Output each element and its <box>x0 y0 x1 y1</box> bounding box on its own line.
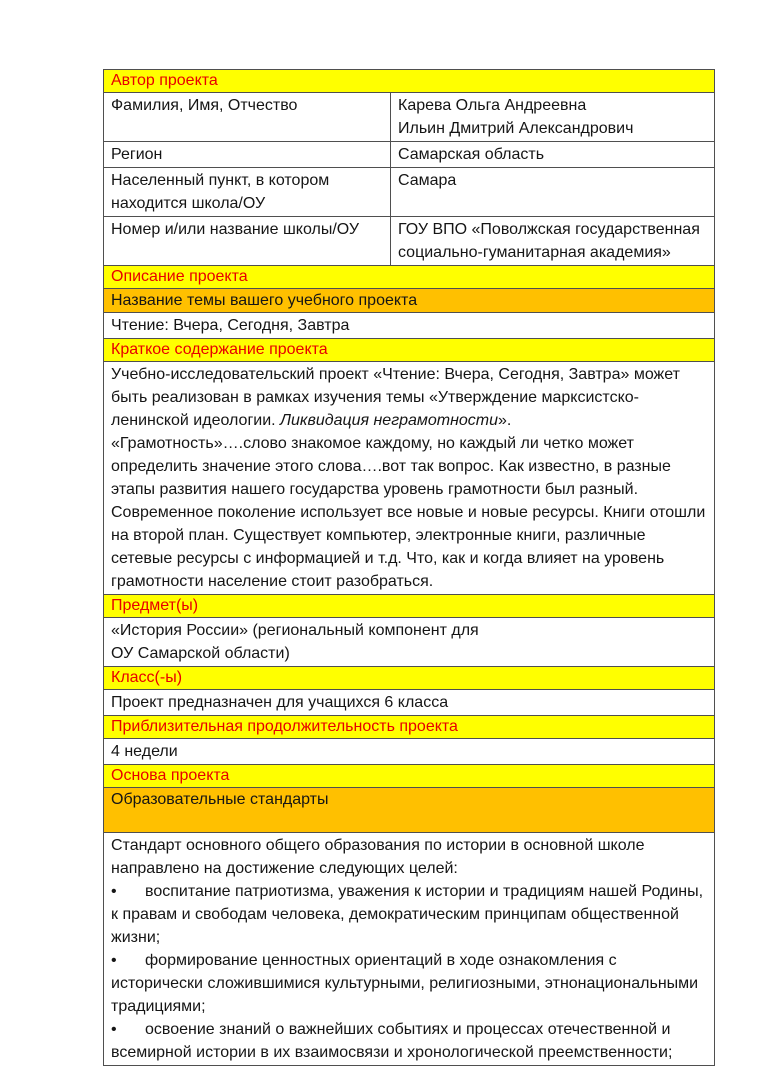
section-header-foundation <box>104 764 714 787</box>
bullet-marker: • <box>111 883 117 900</box>
row-locality <box>104 167 714 216</box>
standards-bullet-item <box>111 880 707 949</box>
subject-line-1: «История России» (региональный компонент для <box>111 622 479 639</box>
standards-bullet-text-2: формирование ценностных ориентаций в ходе ознакомления с исторически сложившимися культурными, религиозными, этнонациональными традициями; <box>111 952 699 1015</box>
summary-p1-close: ». <box>498 412 512 429</box>
subheader-duration <box>104 715 714 738</box>
grade-value: Проект предназначен для учащихся 6 класса <box>104 689 714 715</box>
subheader-project-title <box>104 288 714 312</box>
row-locality-label: Населенный пункт, в котором находится школа/ОУ <box>111 172 330 212</box>
section-header-description <box>104 265 714 288</box>
row-school-label: Номер и/или название школы/ОУ <box>111 221 360 238</box>
section-header-description-label: Описание проекта <box>111 268 248 285</box>
section-header-author-label: Автор проекта <box>111 72 218 89</box>
subheader-summary <box>104 338 714 361</box>
subheader-summary-label: Краткое содержание проекта <box>111 341 328 358</box>
subheader-duration-label: Приблизительная продолжительность проекта <box>111 718 458 735</box>
subheader-project-title-label: Название темы вашего учебного проекта <box>111 292 418 309</box>
standards-bullet-item <box>111 949 707 1018</box>
summary-cell <box>104 361 714 594</box>
bullet-marker: • <box>111 1021 117 1038</box>
row-locality-value: Самара <box>390 168 714 216</box>
subject-value <box>104 617 714 666</box>
section-header-author <box>104 70 714 92</box>
row-full-name-value <box>390 93 714 141</box>
row-region-value: Самарская область <box>390 142 714 167</box>
standards-intro: Стандарт основного общего образования по истории в основной школе направлено на достижение следующих целей: <box>111 837 645 877</box>
row-school-value: ГОУ ВПО «Поволжская государственная социально-гуманитарная академия» <box>390 217 714 265</box>
subheader-subject-label: Предмет(ы) <box>111 597 199 614</box>
standards-bullet-text-3: освоение знаний о важнейших событиях и процессах отечественной и всемирной истории в их взаимосвязи и хронологической преемственности; <box>111 1021 673 1061</box>
author-name-line-1: Карева Ольга Андреевна <box>398 97 587 114</box>
section-header-foundation-label: Основа проекта <box>111 767 230 784</box>
summary-paragraph-1 <box>111 363 707 432</box>
summary-p1-regular: Учебно-исследовательский проект «Чтение: Вчера, Сегодня, Завтра» может быть реализован в рамках изучения темы «Утверждение марксистско-ленинской идеологии. <box>111 366 680 429</box>
project-description-table <box>103 69 715 1066</box>
bullet-marker: • <box>111 952 117 969</box>
subheader-grade <box>104 666 714 689</box>
duration-value: 4 недели <box>104 738 714 764</box>
subject-line-2: ОУ Самарской области) <box>111 645 290 662</box>
subheader-grade-label: Класс(-ы) <box>111 669 183 686</box>
author-name-line-2: Ильин Дмитрий Александрович <box>398 120 634 137</box>
subheader-subject <box>104 594 714 617</box>
subheader-standards <box>104 787 714 832</box>
row-region-label: Регион <box>111 146 163 163</box>
row-full-name-label: Фамилия, Имя, Отчество <box>111 97 298 114</box>
summary-paragraph-2: «Грамотность»….слово знакомое каждому, но каждый ли четко может определить значение этого слова….вот так вопрос. Как известно, в разные этапы развития нашего государства уровень грамотности был разный. Современное поколение использует все новые и новые ресурсы. Книги отошли на второй план. Существует компьютер, электронные книги, различные сетевые ресурсы с информацией и т.д. Что, как и когда влияет на уровень грамотности население стоит разобраться. <box>111 435 706 590</box>
subheader-standards-label: Образовательные стандарты <box>111 791 329 808</box>
summary-p1-italic: Ликвидация неграмотности <box>280 412 499 429</box>
row-region <box>104 141 714 167</box>
row-school <box>104 216 714 265</box>
standards-bullet-item <box>111 1018 707 1064</box>
standards-bullet-text-1: воспитание патриотизма, уважения к истории и традициям нашей Родины, к правам и свободам человека, демократическим принципам общественной жизни; <box>111 883 704 946</box>
standards-cell <box>104 832 714 1065</box>
row-full-name <box>104 92 714 141</box>
project-title-value: Чтение: Вчера, Сегодня, Завтра <box>104 312 714 338</box>
